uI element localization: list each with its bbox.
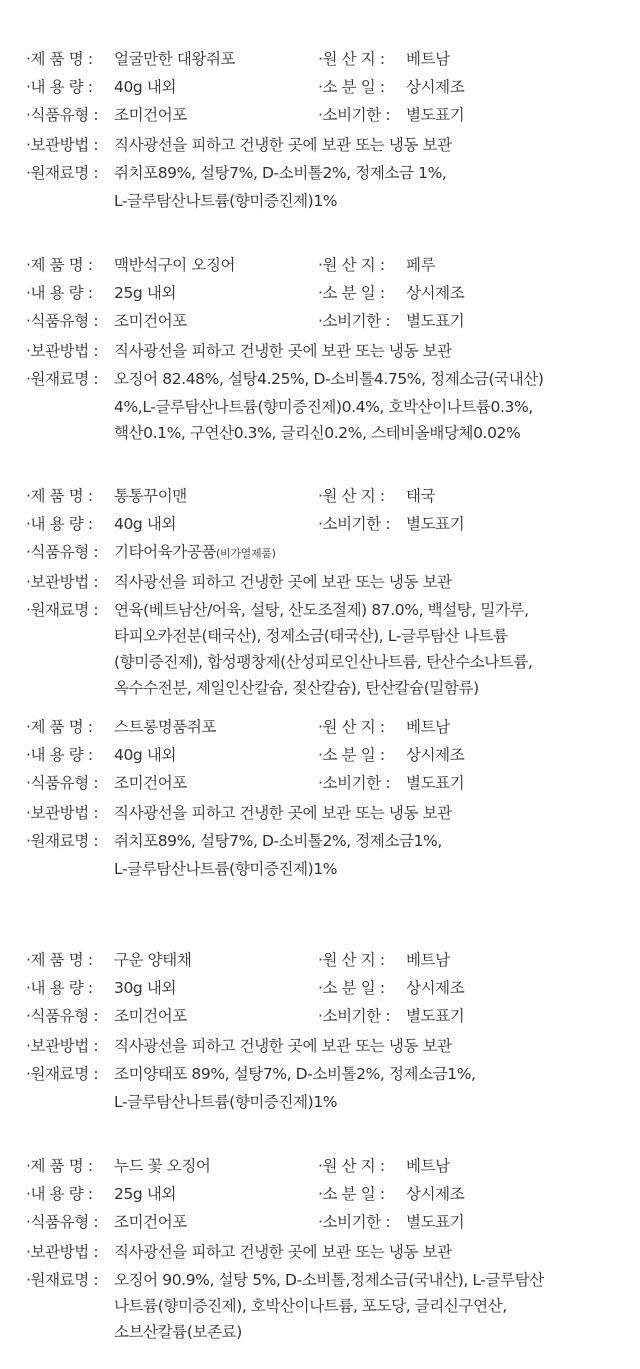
volume-label: ·내 용 량 : — [26, 1185, 93, 1203]
origin-value: 태국 — [406, 487, 436, 505]
ingredients-line: 쥐치포89%, 설탕7%, D-소비톨2%, 정제소금1%, — [114, 832, 442, 850]
volume-label: ·내 용 량 : — [26, 284, 93, 302]
volume-value: 30g 내외 — [114, 979, 177, 997]
food-type-text: 조미건어포 — [114, 312, 187, 330]
volume-value: 25g 내외 — [114, 1185, 177, 1203]
packaging-date-value: 상시제조 — [406, 979, 465, 997]
ingredients-line: 오징어 90.9%, 설탕 5%, D-소비톨,정제소금(국내산), L-글루탐산 — [114, 1271, 544, 1289]
volume-value: 40g 내외 — [114, 515, 177, 533]
packaging-date-value: 상시제조 — [406, 1185, 465, 1203]
volume-value: 40g 내외 — [114, 78, 177, 96]
storage-value: 직사광선을 피하고 건냉한 곳에 보관 또는 냉동 보관 — [114, 804, 452, 822]
food-type-value — [114, 102, 187, 130]
origin-label: ·원 산 지 : — [318, 951, 385, 969]
origin-label: ·원 산 지 : — [318, 50, 385, 68]
ingredients-line: 쥐치포89%, 설탕7%, D-소비톨2%, 정제소금 1%, — [114, 164, 447, 182]
food-type-label: ·식품유형 : — [26, 106, 99, 124]
product-name-value: 구운 양태채 — [114, 951, 192, 969]
ingredients-label: ·원재료명 : — [26, 832, 99, 850]
volume-label: ·내 용 량 : — [26, 78, 93, 96]
storage-value: 직사광선을 피하고 건냉한 곳에 보관 또는 냉동 보관 — [114, 342, 452, 360]
food-type-text: 조미건어포 — [114, 1007, 187, 1025]
ingredients-label: ·원재료명 : — [26, 1065, 99, 1083]
expiry-label: ·소비기한 : — [318, 106, 391, 124]
origin-label: ·원 산 지 : — [318, 487, 385, 505]
expiry-value: 별도표기 — [406, 515, 465, 533]
expiry-label: ·소비기한 : — [318, 515, 391, 533]
food-type-suffix: (비가열제품) — [216, 547, 276, 560]
storage-value: 직사광선을 피하고 건냉한 곳에 보관 또는 냉동 보관 — [114, 573, 452, 591]
origin-value: 베트남 — [406, 1157, 450, 1175]
food-type-text: 기타어육가공품 — [114, 543, 217, 561]
ingredients-label: ·원재료명 : — [26, 164, 99, 182]
expiry-value: 별도표기 — [406, 312, 465, 330]
origin-value: 베트남 — [406, 718, 450, 736]
origin-label: ·원 산 지 : — [318, 718, 385, 736]
food-type-label: ·식품유형 : — [26, 1213, 99, 1231]
origin-label: ·원 산 지 : — [318, 1157, 385, 1175]
expiry-label: ·소비기한 : — [318, 1007, 391, 1025]
product-name-value: 얼굴만한 대왕쥐포 — [114, 50, 236, 68]
storage-value: 직사광선을 피하고 건냉한 곳에 보관 또는 냉동 보관 — [114, 1243, 452, 1261]
ingredients-line: 조미양태포 89%, 설탕7%, D-소비톨2%, 정제소금1%, — [114, 1065, 476, 1083]
food-type-text: 조미건어포 — [114, 1213, 187, 1231]
storage-label: ·보관방법 : — [26, 1243, 99, 1261]
ingredients-line: (향미증진제), 합성팽창제(산성피로인산나트륨, 탄산수소나트륨, — [114, 653, 533, 671]
product-name-label: ·제 품 명 : — [26, 487, 93, 505]
ingredients-line: L-글루탐산나트륨(향미증진제)1% — [114, 860, 338, 878]
expiry-label: ·소비기한 : — [318, 312, 391, 330]
volume-value: 25g 내외 — [114, 284, 177, 302]
ingredients-line: 타피오카전분(태국산), 정제소금(태국산), L-글루탐산 나트륨 — [114, 627, 508, 645]
storage-label: ·보관방법 : — [26, 136, 99, 154]
volume-label: ·내 용 량 : — [26, 515, 93, 533]
packaging-date-label: ·소 분 일 : — [318, 1185, 385, 1203]
food-type-label: ·식품유형 : — [26, 543, 99, 561]
food-type-value — [114, 308, 187, 336]
packaging-date-label: ·소 분 일 : — [318, 78, 385, 96]
ingredients-line: 연육(베트남산/어육, 설탕, 산도조절제) 87.0%, 백설탕, 밀가루, — [114, 601, 529, 619]
ingredients-label: ·원재료명 : — [26, 601, 99, 619]
ingredients-line: 소브산칼륨(보존료) — [114, 1323, 242, 1341]
storage-label: ·보관방법 : — [26, 342, 99, 360]
product-name-value: 누드 꽃 오징어 — [114, 1157, 211, 1175]
food-type-label: ·식품유형 : — [26, 312, 99, 330]
expiry-value: 별도표기 — [406, 1007, 465, 1025]
ingredients-label: ·원재료명 : — [26, 370, 99, 388]
product-name-label: ·제 품 명 : — [26, 50, 93, 68]
ingredients-line: 옥수수전분, 제일인산칼슘, 젖산칼슘), 탄산칼슘(밀함류) — [114, 679, 479, 697]
product-name-value: 스트롱명품쥐포 — [114, 718, 217, 736]
volume-label: ·내 용 량 : — [26, 979, 93, 997]
product-name-label: ·제 품 명 : — [26, 1157, 93, 1175]
ingredients-label: ·원재료명 : — [26, 1271, 99, 1289]
volume-label: ·내 용 량 : — [26, 746, 93, 764]
product-name-label: ·제 품 명 : — [26, 256, 93, 274]
storage-label: ·보관방법 : — [26, 804, 99, 822]
ingredients-line: 4%,L-글루탐산나트륨(향미증진제)0.4%, 호박산이나트륨0.3%, — [114, 398, 533, 416]
origin-value: 베트남 — [406, 951, 450, 969]
ingredients-line: L-글루탐산나트륨(향미증진제)1% — [114, 192, 338, 210]
origin-value: 페루 — [406, 256, 436, 274]
food-type-value — [114, 770, 187, 798]
product-name-value: 통통꾸이맨 — [114, 487, 187, 505]
volume-value: 40g 내외 — [114, 746, 177, 764]
product-name-label: ·제 품 명 : — [26, 718, 93, 736]
packaging-date-value: 상시제조 — [406, 746, 465, 764]
packaging-date-value: 상시제조 — [406, 78, 465, 96]
food-type-value — [114, 539, 276, 567]
expiry-value: 별도표기 — [406, 1213, 465, 1231]
ingredients-line: 나트륨(향미증진제), 호박산이나트륨, 포도당, 글리신구연산, — [114, 1297, 507, 1315]
product-name-label: ·제 품 명 : — [26, 951, 93, 969]
origin-value: 베트남 — [406, 50, 450, 68]
food-type-label: ·식품유형 : — [26, 774, 99, 792]
expiry-label: ·소비기한 : — [318, 774, 391, 792]
packaging-date-label: ·소 분 일 : — [318, 284, 385, 302]
food-type-value — [114, 1003, 187, 1031]
ingredients-line: L-글루탐산나트륨(향미증진제)1% — [114, 1093, 338, 1111]
expiry-value: 별도표기 — [406, 774, 465, 792]
packaging-date-value: 상시제조 — [406, 284, 465, 302]
storage-label: ·보관방법 : — [26, 573, 99, 591]
food-type-label: ·식품유형 : — [26, 1007, 99, 1025]
food-type-text: 조미건어포 — [114, 774, 187, 792]
food-type-value — [114, 1209, 187, 1237]
origin-label: ·원 산 지 : — [318, 256, 385, 274]
storage-value: 직사광선을 피하고 건냉한 곳에 보관 또는 냉동 보관 — [114, 1037, 452, 1055]
ingredients-line: 오징어 82.48%, 설탕4.25%, D-소비톨4.75%, 정제소금(국내산) — [114, 370, 544, 388]
food-type-text: 조미건어포 — [114, 106, 187, 124]
packaging-date-label: ·소 분 일 : — [318, 746, 385, 764]
product-name-value: 맥반석구이 오징어 — [114, 256, 236, 274]
storage-value: 직사광선을 피하고 건냉한 곳에 보관 또는 냉동 보관 — [114, 136, 452, 154]
expiry-label: ·소비기한 : — [318, 1213, 391, 1231]
storage-label: ·보관방법 : — [26, 1037, 99, 1055]
expiry-value: 별도표기 — [406, 106, 465, 124]
packaging-date-label: ·소 분 일 : — [318, 979, 385, 997]
ingredients-line: 핵산0.1%, 구연산0.3%, 글리신0.2%, 스테비올배당체0.02% — [114, 424, 521, 442]
